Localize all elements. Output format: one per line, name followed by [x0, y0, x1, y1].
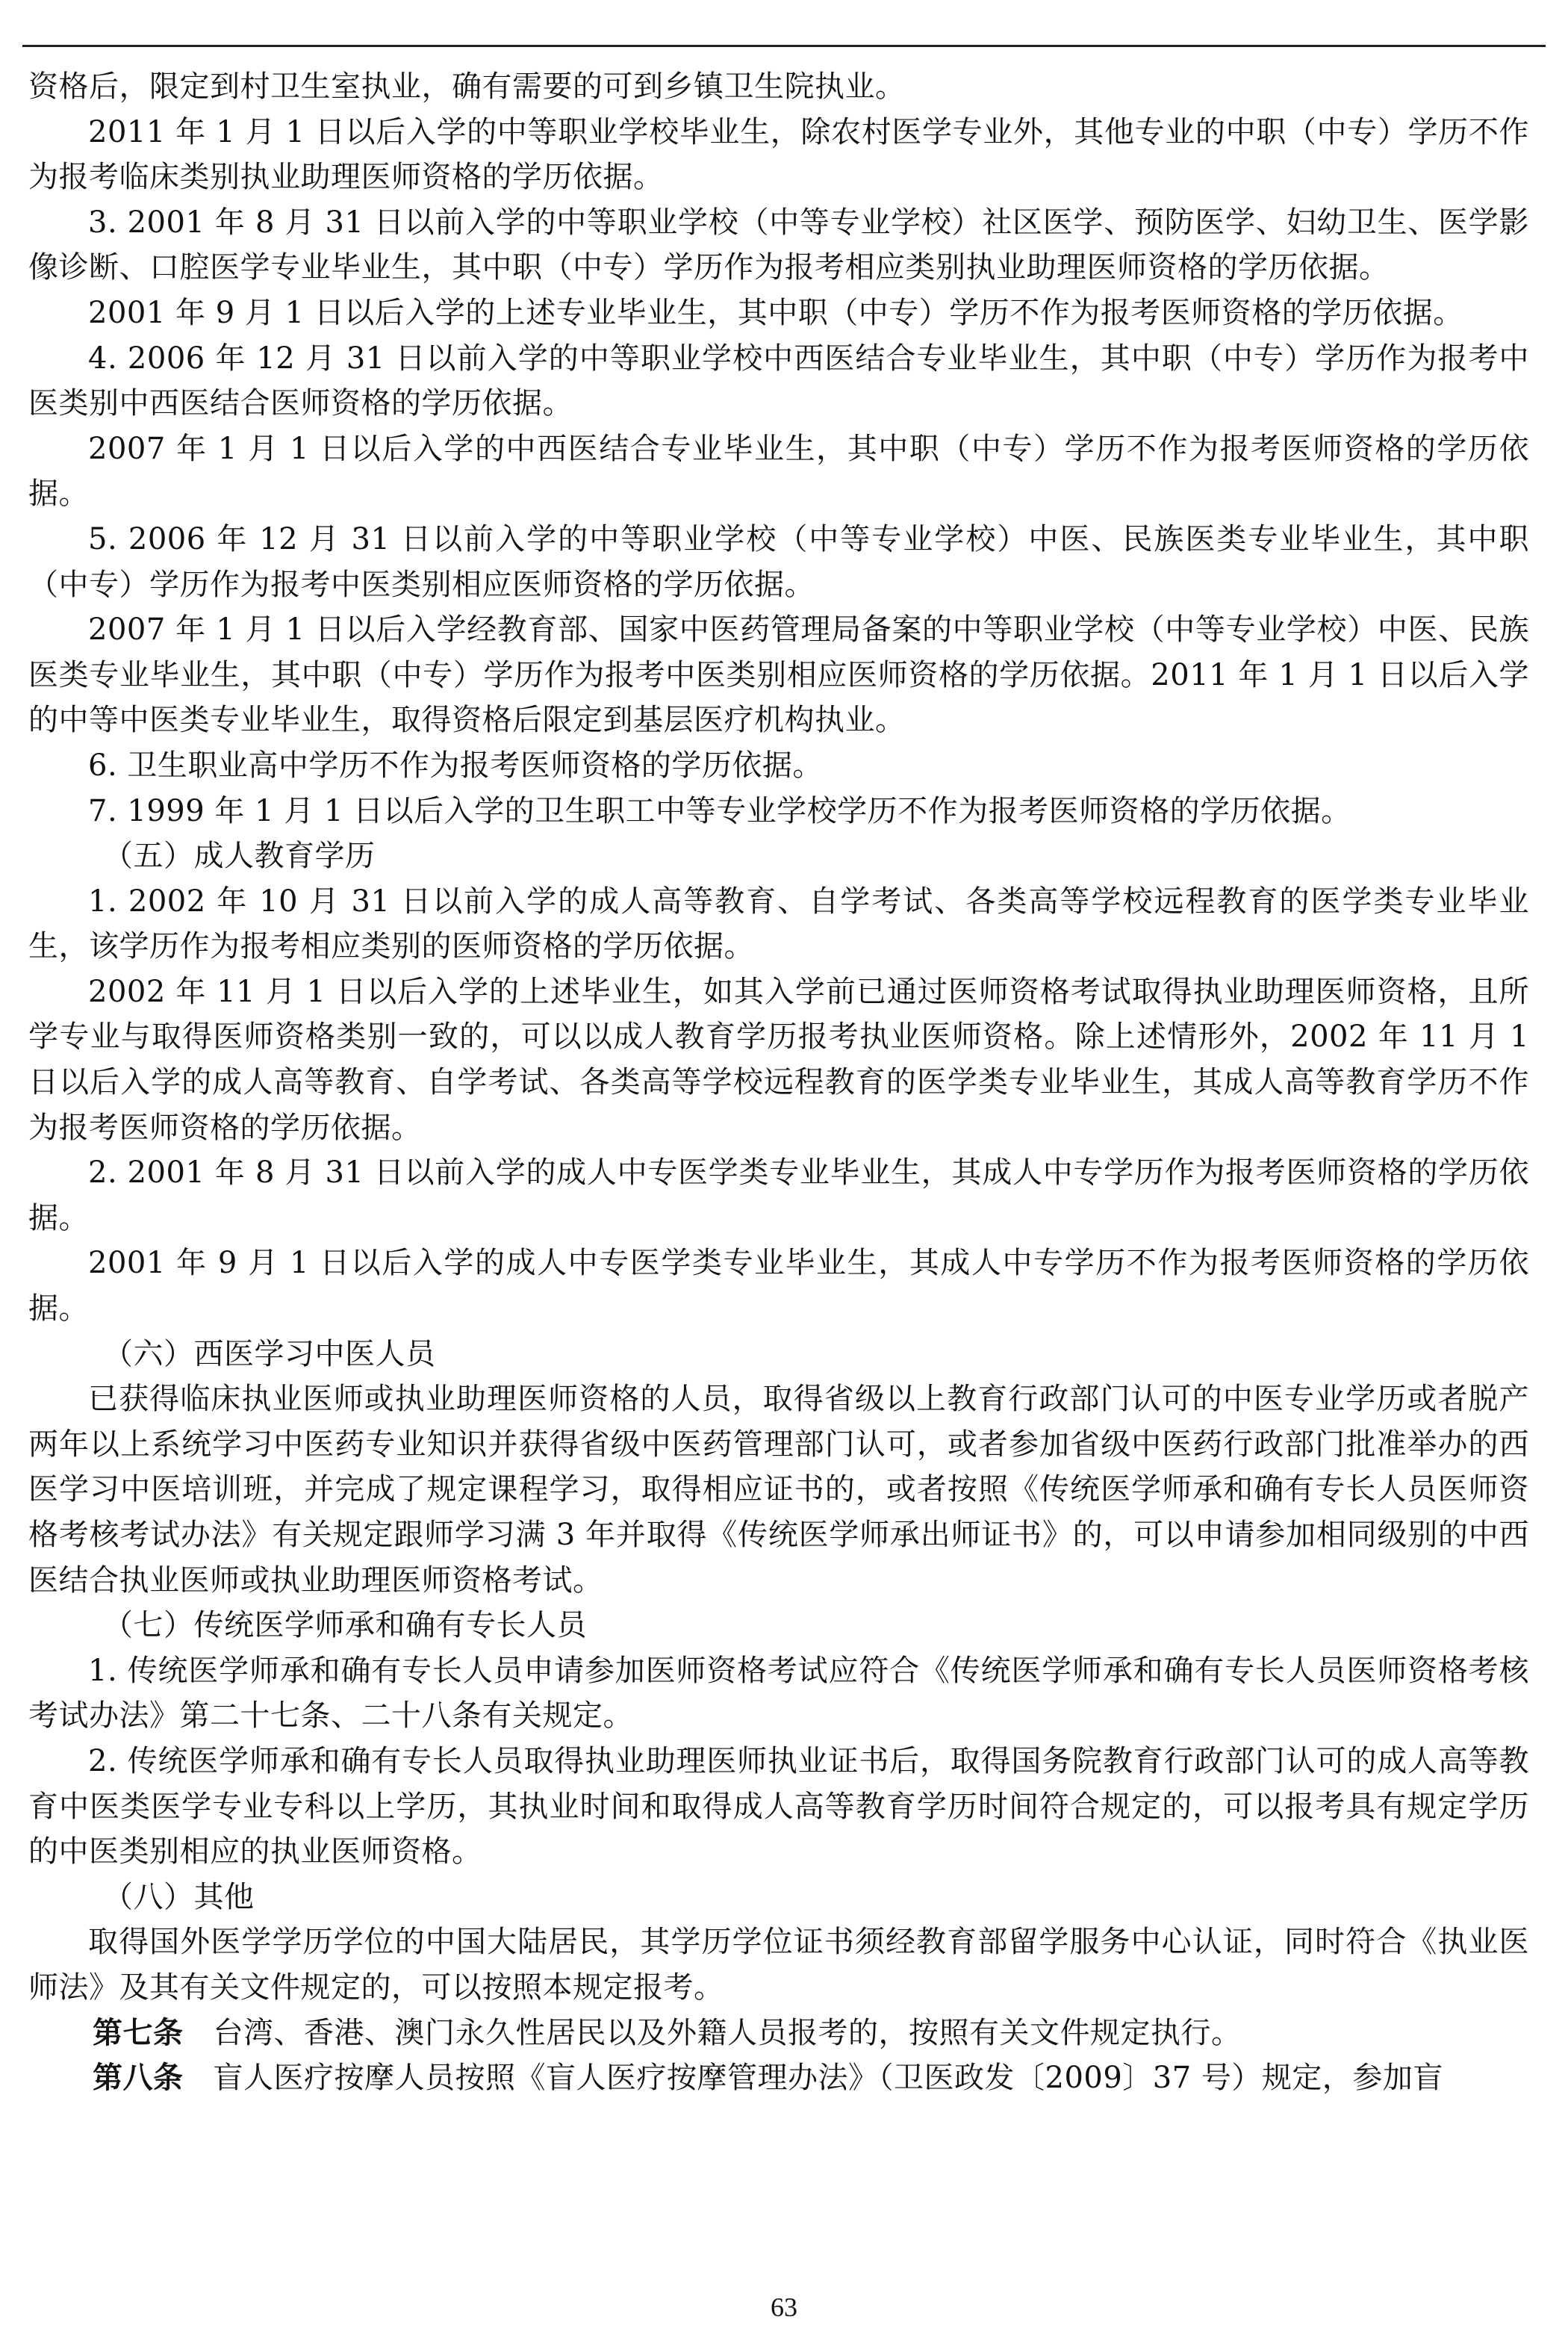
paragraph: 2011 年 1 月 1 日以后入学的中等职业学校毕业生，除农村医学专业外，其他专业的中职（中专）学历不作为报考临床类别执业助理医师资格的学历依据。 — [28, 114, 1529, 195]
paragraph: 5. 2006 年 12 月 31 日以前入学的中等职业学校（中等专业学校）中医、民族医类专业毕业生，其中职（中专）学历作为报考中医类别相应医师资格的学历依据。 — [28, 521, 1529, 602]
body-text — [28, 64, 1529, 2101]
paragraph: 4. 2006 年 12 月 31 日以前入学的中等职业学校中西医结合专业毕业生，其中职（中专）学历作为报考中医类别中西医结合医师资格的学历依据。 — [28, 341, 1529, 421]
paragraph: 2007 年 1 月 1 日以后入学经教育部、国家中医药管理局备案的中等职业学校（中等专业学校）中医、民族医类专业毕业生，其中职（中专）学历作为报考中医类别相应医师资格的学历依据。2011 年 1 月 1 日以后入学的中等中医类专业毕业生，取得资格后限定到基层医疗机构执业。 — [28, 612, 1529, 738]
paragraph: 3. 2001 年 8 月 31 日以前入学的中等职业学校（中等专业学校）社区医学、预防医学、妇幼卫生、医学影像诊断、口腔医学专业毕业生，其中职（中专）学历作为报考相应类别执业助理医师资格的学历依据。 — [28, 205, 1529, 285]
section-heading: （六）西医学习中医人员 — [103, 1336, 436, 1371]
section-heading: （八）其他 — [103, 1879, 255, 1914]
article-label: 第八条 — [93, 2061, 184, 2096]
paragraph: 2007 年 1 月 1 日以后入学的中西医结合专业毕业生，其中职（中专）学历不作为报考医师资格的学历依据。 — [28, 431, 1529, 512]
header-rule — [22, 45, 1546, 47]
page-number: 63 — [771, 2292, 797, 2322]
paragraph: 7. 1999 年 1 月 1 日以后入学的卫生职工中等专业学校学历不作为报考医师资格的学历依据。 — [88, 793, 1351, 828]
paragraph: 6. 卫生职业高中学历不作为报考医师资格的学历依据。 — [88, 748, 823, 783]
paragraph: 资格后，限定到村卫生室执业，确有需要的可到乡镇卫生院执业。 — [28, 69, 906, 104]
article-7 — [28, 2011, 1529, 2056]
paragraph: 已获得临床执业医师或执业助理医师资格的人员，取得省级以上教育行政部门认可的中医专业学历或者脱产两年以上系统学习中医药专业知识并获得省级中医药管理部门认可，或者参加省级中医药行政部门批准举办的西医学习中医培训班，并完成了规定课程学习，取得相应证书的，或者按照《传统医学师承和确有专长人员医师资格考核考试办法》有关规定跟师学习满 3 年并取得《传统医学师承出师证书》的，可以申请参加相同级别的中西医结合执业医师或执业助理医师资格考试。 — [28, 1382, 1529, 1598]
paragraph: 取得国外医学学历学位的中国大陆居民，其学历学位证书须经教育部留学服务中心认证，同时符合《执业医师法》及其有关文件规定的，可以按照本规定报考。 — [28, 1925, 1529, 2005]
paragraph: 1. 2002 年 10 月 31 日以前入学的成人高等教育、自学考试、各类高等学校远程教育的医学类专业毕业生，该学历作为报考相应类别的医师资格的学历依据。 — [28, 884, 1529, 964]
article-8 — [28, 2055, 1529, 2101]
paragraph: 2001 年 9 月 1 日以后入学的上述专业毕业生，其中职（中专）学历不作为报考医师资格的学历依据。 — [88, 295, 1463, 330]
article-text: 盲人医疗按摩人员按照《盲人医疗按摩管理办法》（卫医政发〔2009〕37 号）规定，参加盲 — [213, 2061, 1443, 2096]
paragraph: 2002 年 11 月 1 日以后入学的上述毕业生，如其入学前已通过医师资格考试取得执业助理医师资格，且所学专业与取得医师资格类别一致的，可以以成人教育学历报考执业医师资格。除上述情形外，2002 年 11 月 1 日以后入学的成人高等教育、自学考试、各类高等学校远程教育的医学类专业毕业生，其成人高等教育学历不作为报考医师资格的学历依据。 — [28, 974, 1529, 1145]
paragraph: 2001 年 9 月 1 日以后入学的成人中专医学类专业毕业生，其成人中专学历不作为报考医师资格的学历依据。 — [28, 1246, 1529, 1326]
article-text: 台湾、香港、澳门永久性居民以及外籍人员报考的，按照有关文件规定执行。 — [213, 2015, 1242, 2050]
section-heading: （五）成人教育学历 — [103, 839, 376, 874]
paragraph: 2. 2001 年 8 月 31 日以前入学的成人中专医学类专业毕业生，其成人中专学历作为报考医师资格的学历依据。 — [28, 1155, 1529, 1235]
paragraph: 1. 传统医学师承和确有专长人员申请参加医师资格考试应符合《传统医学师承和确有专长人员医师资格考核考试办法》第二十七条、二十八条有关规定。 — [28, 1653, 1529, 1734]
paragraph: 2. 传统医学师承和确有专长人员取得执业助理医师执业证书后，取得国务院教育行政部门认可的成人高等教育中医类医学专业专科以上学历，其执业时间和取得成人高等教育学历时间符合规定的，可以报考具有规定学历的中医类别相应的执业医师资格。 — [28, 1743, 1529, 1869]
section-heading: （七）传统医学师承和确有专长人员 — [103, 1608, 587, 1643]
article-label: 第七条 — [93, 2015, 184, 2050]
